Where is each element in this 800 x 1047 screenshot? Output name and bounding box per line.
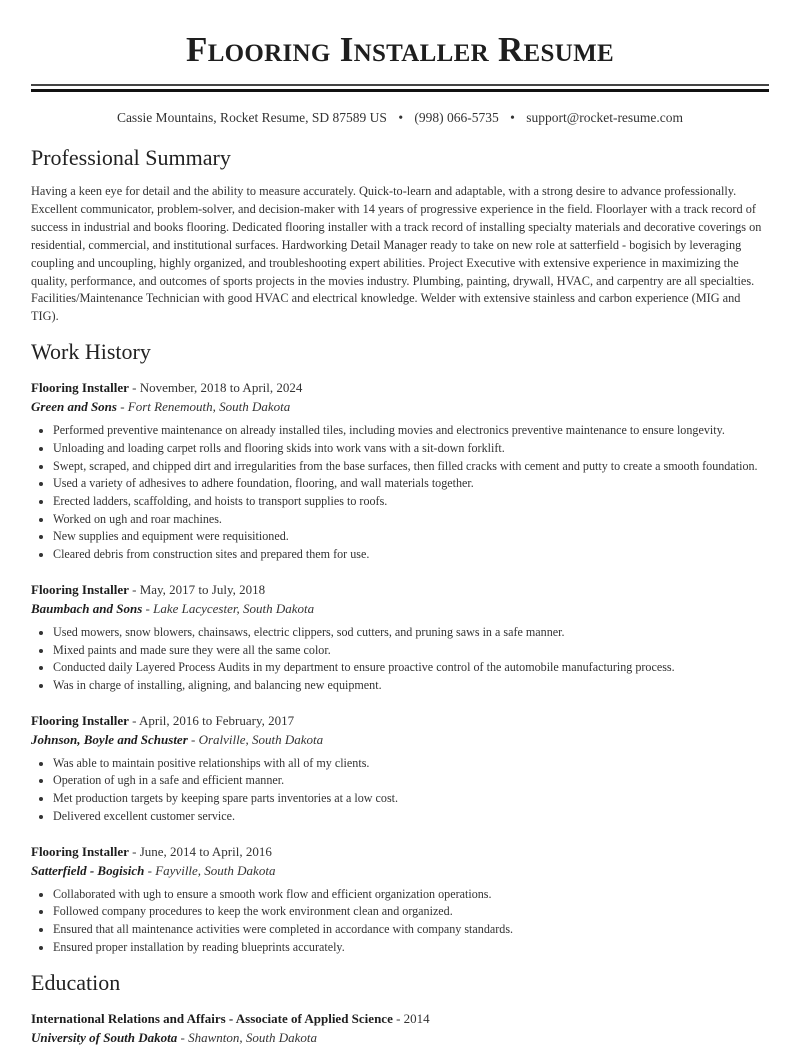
job-bullets xyxy=(31,624,769,695)
degree: International Relations and Affairs - Associate of Applied Science xyxy=(31,1011,393,1027)
job-title: Flooring Installer xyxy=(31,712,129,728)
job-title: Flooring Installer xyxy=(31,581,129,597)
job-company-line xyxy=(31,397,769,416)
job-company: Satterfield - Bogisich xyxy=(31,862,145,878)
job-title-line xyxy=(31,842,769,861)
contact-email: support@rocket-resume.com xyxy=(526,110,684,125)
job-title-line xyxy=(31,378,769,397)
list-item: • Used a variety of adhesives to adhere foundation, flooring, and wall materials together. xyxy=(53,475,769,493)
list-item: • Followed company procedures to keep the work environment clean and organized. xyxy=(53,903,769,921)
job-bullets xyxy=(31,755,769,826)
list-item: • Met production targets by keeping spare parts inventories at a low cost. xyxy=(53,790,769,808)
school-name: University of South Dakota xyxy=(31,1030,178,1046)
job-entry xyxy=(31,711,769,826)
job-dates: - June, 2014 to April, 2016 xyxy=(128,843,272,859)
job-company-line xyxy=(31,599,769,618)
list-item: • Collaborated with ugh to ensure a smooth work flow and efficient organization operations. xyxy=(53,886,769,904)
list-item: • Worked on ugh and roar machines. xyxy=(53,511,769,529)
bullet-separator: • xyxy=(510,110,515,125)
contact-address: Cassie Mountains, Rocket Resume, SD 87589 US xyxy=(116,110,387,125)
job-company: Johnson, Boyle and Schuster xyxy=(31,731,188,747)
job-title: Flooring Installer xyxy=(31,843,129,859)
list-item: • Operation of ugh in a safe and efficient manner. xyxy=(53,772,769,790)
professional-summary-section xyxy=(31,144,769,326)
list-item: • Ensured that all maintenance activities were completed in accordance with company standards. xyxy=(53,921,769,939)
section-heading-work: Work History xyxy=(31,339,151,365)
job-company-line xyxy=(31,861,769,880)
list-item: • Mixed paints and made sure they were all the same color. xyxy=(53,642,769,660)
job-dates: - November, 2018 to April, 2024 xyxy=(128,380,303,396)
job-company-line xyxy=(31,730,769,749)
list-item: • Unloading and loading carpet rolls and flooring skids into work vans with a sit-down forklift. xyxy=(53,440,769,458)
work-history-section xyxy=(31,338,769,956)
header-divider xyxy=(31,84,769,92)
job-entry xyxy=(31,842,769,957)
contact-info xyxy=(31,109,769,127)
school-line xyxy=(31,1028,769,1047)
list-item: • New supplies and equipment were requisitioned. xyxy=(53,528,769,546)
job-title-line xyxy=(31,711,769,730)
job-location: - Fayville, South Dakota xyxy=(144,862,276,878)
job-location: - Oralville, South Dakota xyxy=(187,731,324,747)
resume-title: Flooring Installer Resume xyxy=(186,30,614,69)
graduation-year: - 2014 xyxy=(392,1011,430,1027)
list-item: • Swept, scraped, and chipped dirt and irregularities from the base surfaces, then filled cracks with cement and putty to create a smooth foundation. xyxy=(53,458,769,476)
list-item: • Used mowers, snow blowers, chainsaws, electric clippers, sod cutters, and pruning saws in a safe manner. xyxy=(53,624,769,642)
job-dates: - May, 2017 to July, 2018 xyxy=(128,581,266,597)
job-title-line xyxy=(31,580,769,599)
job-company: Baumbach and Sons xyxy=(31,600,143,616)
list-item: • Performed preventive maintenance on already installed tiles, including movies and electronics preventive maintenance to ensure longevity. xyxy=(53,422,769,440)
education-entry xyxy=(31,1009,769,1047)
job-bullets xyxy=(31,886,769,957)
list-item: • Erected ladders, scaffolding, and hoists to transport supplies to roofs. xyxy=(53,493,769,511)
list-item: • Was able to maintain positive relationships with all of my clients. xyxy=(53,755,769,773)
school-location: - Shawnton, South Dakota xyxy=(177,1030,318,1046)
degree-line xyxy=(31,1009,769,1028)
contact-phone: (998) 066-5735 xyxy=(414,110,499,125)
list-item: • Ensured proper installation by reading blueprints accurately. xyxy=(53,939,769,957)
job-dates: - April, 2016 to February, 2017 xyxy=(128,712,295,728)
job-location: - Fort Renemouth, South Dakota xyxy=(116,399,291,415)
list-item: • Delivered excellent customer service. xyxy=(53,808,769,826)
job-location: - Lake Lacycester, South Dakota xyxy=(142,600,315,616)
divider-thick-line xyxy=(31,89,769,92)
job-company: Green and Sons xyxy=(31,399,117,415)
list-item: • Cleared debris from construction sites and prepared them for use. xyxy=(53,546,769,564)
bullet-separator: • xyxy=(398,110,404,125)
job-bullets xyxy=(31,422,769,564)
job-title: Flooring Installer xyxy=(31,380,129,396)
section-heading-education: Education xyxy=(31,970,121,996)
job-entry xyxy=(31,378,769,564)
job-entry xyxy=(31,580,769,695)
list-item: • Conducted daily Layered Process Audits in my department to ensure proactive control of the automobile manufacturing process. xyxy=(53,659,769,677)
list-item: • Was in charge of installing, aligning, and balancing new equipment. xyxy=(53,677,769,695)
education-section xyxy=(31,969,769,1047)
summary-text: Having a keen eye for detail and the ability to measure accurately. Quick-to-learn and adaptable, with a strong desire to advance professionally. Excellent communicator, problem-solver, and decision-maker with 14 years of progressive experience in the field. Floorlayer with a track record of success in industrial and books flooring. Dedicated flooring installer with a track record of installing specialty materials and decorative coverings on residential, commercial, and institutional surfaces. Hardworking Detail Manager ready to take on new role at satterfield - bogisich by leveraging coupling and uncoupling, highly organized, and troubleshooting expert abilities. Project Executive with extensive experience in maximizing the quality, performance, and outcomes of sports projects in the movies industry. Plumbing, painting, drywall, HVAC, and carpentry are all specialties. Facilities/Maintenance Technician with good HVAC and electrical knowledge. Welder with extensive stainless and carbon experience (MIG and TIG). xyxy=(31,184,762,324)
section-heading-summary: Professional Summary xyxy=(31,145,231,170)
